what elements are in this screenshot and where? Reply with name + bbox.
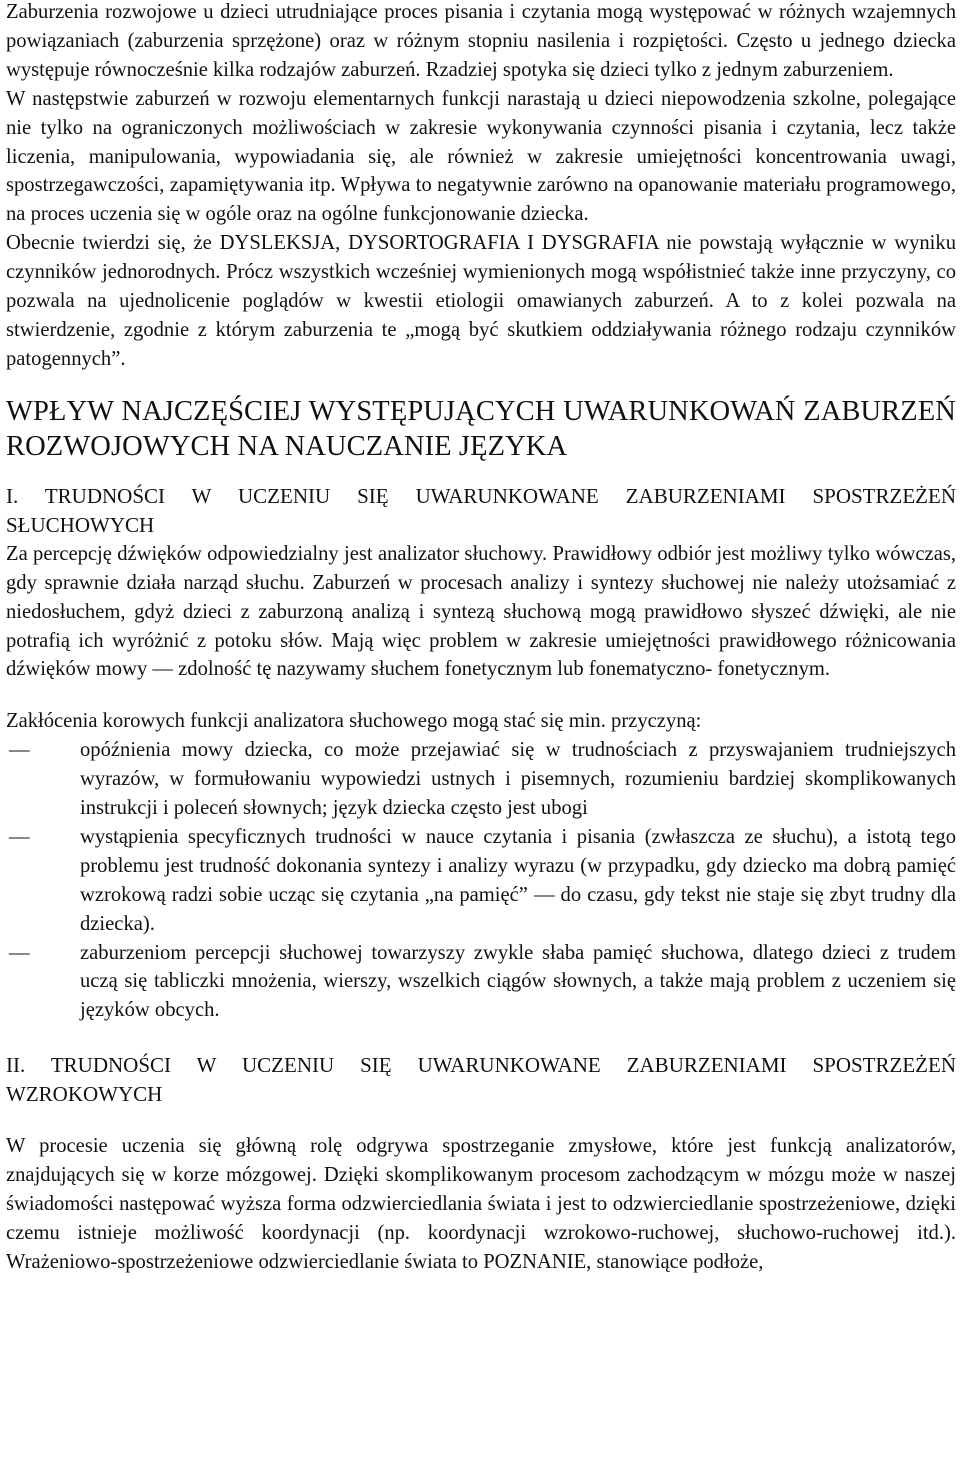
list-item [6,823,956,939]
section-1-list-intro: Zakłócenia korowych funkcji analizatora słuchowego mogą stać się min. przyczyną: [6,710,702,733]
dash-bullet: — [9,941,30,964]
section-2-heading: II. TRUDNOŚCI W UCZENIU SIĘ UWARUNKOWANE ZABURZENIAMI SPOSTRZEŻEŃ WZROKOWYCH [6,1053,956,1107]
list-item-text: wystąpienia specyficznych trudności w nauce czytania i pisania (zwłaszcza ze słuchu), a istotą tego problemu jest trudność dokonania syntezy i analizy wyrazu (w przypadku, gdy dziecko ma dobrą pamięć wzrokową radzi sobie ucząc się czytania „na pamięć” — do czasu, gdy tekst nie staje się zbyt trudny dla dziecka). [80,825,956,935]
dash-bullet: — [9,739,30,762]
intro-paragraph-1: Zaburzenia rozwojowe u dzieci utrudniające proces pisania i czytania mogą występować w różnych wzajemnych powiązaniach (zaburzenia sprzężone) oraz w różnym stopniu nasilenia i rozpiętości. Często u jednego dziecka występuje równocześnie kilka rodzajów zaburzeń. Rzadziej spotyka się dzieci tylko z jednym zaburzeniem. [6,1,956,81]
intro-paragraph-3: Obecnie twierdzi się, że DYSLEKSJA, DYSORTOGRAFIA I DYSGRAFIA nie powstają wyłącznie w wyniku czynników jednorodnych. Prócz wszystkich wcześniej wymienionych mogą współistnieć także inne przyczyny, co pozwala na ujednolicenie poglądów w kwestii etiologii omawianych zaburzeń. A to z kolei pozwala na stwierdzenie, zgodnie z którym zaburzenia te „mogą być skutkiem oddziaływania różnego rodzaju czynników patogennych”. [6,232,956,370]
list-item-text: zaburzeniom percepcji słuchowej towarzyszy zwykle słaba pamięć słuchowa, dlatego dzieci z trudem uczą się tabliczki mnożenia, wierszy, wszelkich ciągów słownych, a także mają problem z uczeniem się języków obcych. [80,941,956,1022]
list-item [6,939,956,1026]
section-1-causes-list [6,736,956,1025]
section-1-paragraph: Za percepcję dźwięków odpowiedzialny jest analizator słuchowy. Prawidłowy odbiór jest możliwy tylko wówczas, gdy sprawnie działa narząd słuchu. Zaburzeń w procesach analizy i syntezy słuchowej nie należy utożsamiać z niedosłuchem, gdyż dzieci z zaburzoną analizą i syntezą słuchową mogą prawidłowo słyszeć dźwięki, ale nie potrafią ich wyróżnić z potoku słów. Mają więc problem w zakresie umiejętności prawidłowego różnicowania dźwięków mowy — zdolność tę nazywamy słuchem fonetycznym lub fonematyczno- fonetycznym. [6,542,956,681]
list-item-text: opóźnienia mowy dziecka, co może przejawiać się w trudnościach z przyswajaniem trudniejszych wyrazów, w formułowaniu wypowiedzi ustnych i pisemnych, rozumieniu bardziej skomplikowanych instrukcji i poleceń słownych; język dziecka często jest ubogi [80,739,956,820]
document-page [6,0,956,1277]
dash-bullet: — [9,825,30,848]
section-1-heading: I. TRUDNOŚCI W UCZENIU SIĘ UWARUNKOWANE ZABURZENIAMI SPOSTRZEŻEŃ SŁUCHOWYCH [6,483,956,537]
main-heading: WPŁYW NAJCZĘŚCIEJ WYSTĘPUJĄCYCH UWARUNKOWAŃ ZABURZEŃ ROZWOJOWYCH NA NAUCZANIE JĘZYKA [6,395,956,462]
intro-paragraph-2: W następstwie zaburzeń w rozwoju elementarnych funkcji narastają u dzieci niepowodzenia szkolne, polegające nie tylko na ograniczonych możliwościach w zakresie wykonywania czynności pisania i czytania, lecz także liczenia, manipulowania, wypowiadania się, ale również w zakresie umiejętności koncentrowania uwagi, spostrzegawczości, zapamiętywania itp. Wpływa to negatywnie zarówno na opanowanie materiału programowego, na proces uczenia się w ogóle oraz na ogólne funkcjonowanie dziecka. [6,87,956,226]
list-item [6,736,956,823]
section-2-paragraph: W procesie uczenia się główną rolę odgrywa spostrzeganie zmysłowe, które jest funkcją analizatorów, znajdujących się w korze mózgowej. Dzięki skomplikowanym procesom zachodzącym w mózgu może w naszej świadomości następować wyższa forma odzwierciedlania świata i jest to odzwierciedlanie spostrzeżeniowe, dzięki czemu istnieje możliwość koordynacji (np. koordynacji wzrokowo-ruchowej, słuchowo-ruchowej itd.). Wrażeniowo-spostrzeżeniowe odzwierciedlanie świata to POZNANIE, stanowiące podłoże, [6,1135,956,1273]
